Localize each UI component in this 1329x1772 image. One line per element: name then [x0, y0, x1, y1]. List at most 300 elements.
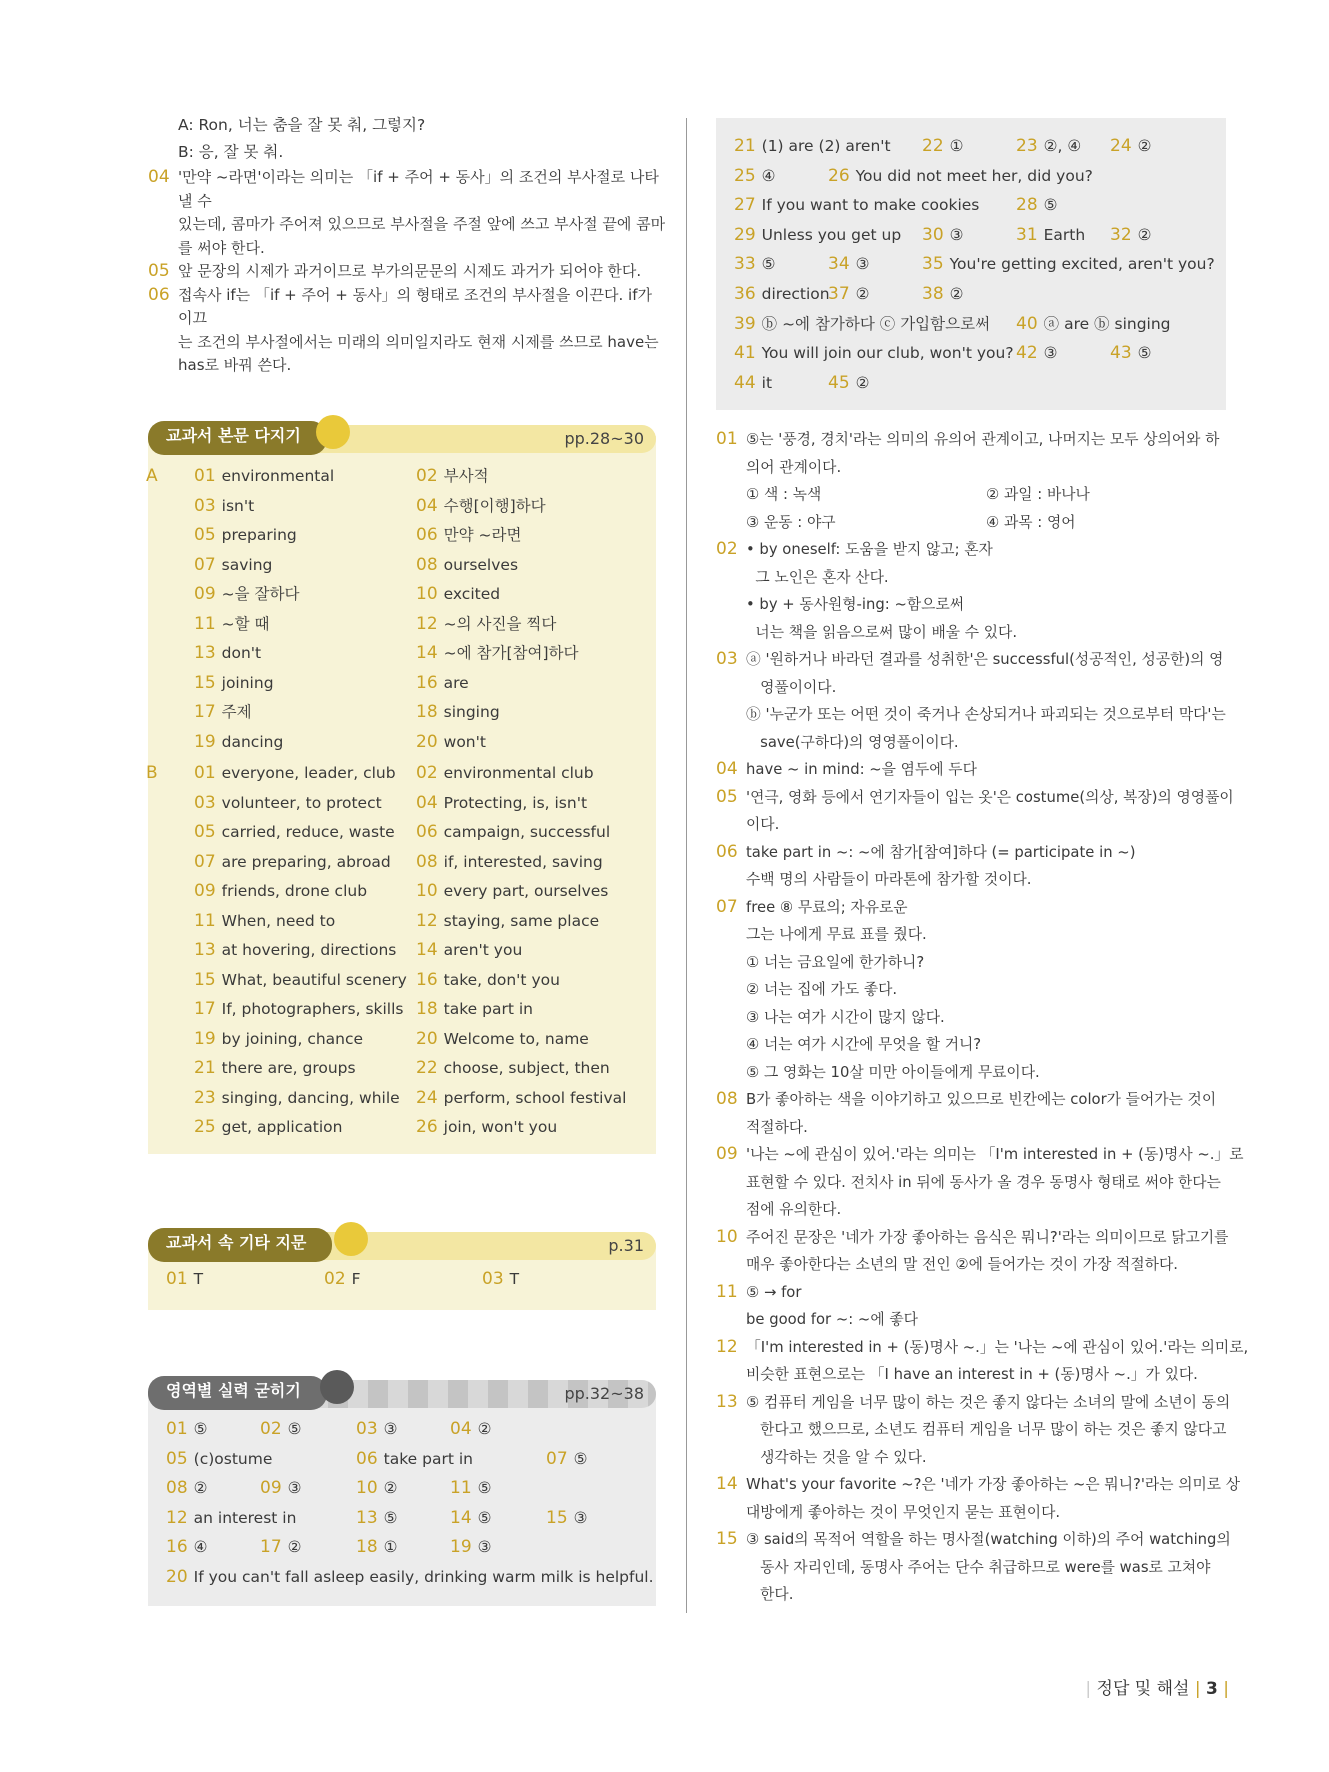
answer-number: 17	[194, 702, 216, 722]
answer-text: ⑤	[1137, 344, 1152, 363]
answer-number: 10	[416, 881, 438, 901]
answer-item	[1110, 221, 1152, 251]
answer-text: aren't you	[443, 941, 523, 959]
answers-list	[734, 132, 1224, 398]
answer-text: an interest in	[193, 1508, 297, 1527]
answer-number: 01	[194, 763, 216, 783]
answer-item	[166, 1445, 272, 1475]
left-explanation-item	[148, 166, 668, 260]
explanation-item	[716, 1224, 1229, 1279]
explanation-line: ③ 나는 여가 시간이 많지 않다.	[746, 1008, 945, 1026]
answer-text: ⑤	[193, 1420, 208, 1438]
answer-text: ②	[949, 284, 964, 303]
explanation-line: ② 너는 집에 가도 좋다.	[746, 981, 898, 998]
explanation-line: 한다.	[746, 1586, 794, 1603]
answer-text: singing	[443, 703, 500, 721]
answer-row	[146, 462, 648, 492]
answer-number: 03	[194, 792, 216, 813]
answer-text: ③	[383, 1420, 398, 1438]
explanation-item	[716, 1526, 1231, 1609]
explanation-line: 생각하는 것을 알 수 있다.	[746, 1448, 927, 1466]
answer-text: ②	[383, 1479, 398, 1497]
answer-text: ⑤	[477, 1508, 492, 1527]
section2-pages: p.31	[608, 1236, 644, 1255]
explanation-line: B가 좋아하는 색을 이야기하고 있으므로 빈칸에는 color가 들어가는 것이	[746, 1091, 1217, 1108]
answer-text: ②	[1137, 225, 1152, 244]
answer-row	[146, 759, 648, 789]
explanation-line: ③ said의 목적어 역할을 하는 명사절(watching 이하)의 주어 watching의	[746, 1531, 1231, 1548]
answer-item	[416, 698, 500, 728]
explanation-grid-row	[746, 481, 1226, 509]
explanations-list	[716, 426, 1249, 1609]
answer-row	[734, 162, 1224, 192]
explanation-line: 매우 좋아한다는 소년의 말 전인 ②에 들어가는 것이 가장 적절하다.	[746, 1256, 1178, 1273]
answer-text: isn't	[221, 496, 255, 515]
answer-item	[356, 1415, 398, 1445]
explanation-line: ① 너는 금요일에 한가하니?	[746, 953, 925, 971]
answer-text: everyone, leader, club	[221, 764, 396, 782]
left-explanations	[148, 166, 668, 378]
answer-text: ~에 참가[참여]하다	[443, 644, 579, 662]
explanation-number: 07	[716, 896, 738, 917]
answer-text: F	[351, 1270, 361, 1288]
answer-text: 만약 ~라면	[443, 526, 522, 544]
answer-item	[734, 310, 990, 340]
explanation-number: 06	[716, 841, 738, 862]
answer-number: 05	[194, 525, 216, 545]
answer-number: 19	[194, 731, 216, 752]
answer-text: ⑤	[287, 1420, 302, 1438]
answer-number: 45	[828, 372, 850, 393]
explanation-line: ⓑ '누군가 또는 어떤 것이 죽거나 손상되거나 파괴되는 것으로부터 막다'는	[746, 706, 1226, 723]
answer-number: 08	[166, 1478, 188, 1498]
answer-row	[734, 280, 1224, 310]
answer-row	[168, 848, 648, 878]
explanation-number: 02	[716, 539, 738, 559]
answer-item	[546, 1504, 588, 1534]
section1-title-tab	[148, 421, 327, 455]
answer-text: ④	[193, 1538, 208, 1556]
answer-text: ③	[477, 1538, 492, 1556]
answer-number: 11	[450, 1478, 472, 1498]
answer-item	[416, 639, 578, 669]
answer-number: 13	[194, 643, 216, 663]
answer-item	[324, 1266, 361, 1293]
answer-text: (c)ostume	[193, 1449, 273, 1468]
explanation-number: 11	[716, 1281, 738, 1302]
answer-text: ③	[573, 1508, 588, 1527]
answer-number: 41	[734, 343, 756, 364]
answer-text: campaign, successful	[443, 823, 611, 841]
answer-row	[734, 250, 1224, 280]
answer-item	[194, 1054, 356, 1084]
explanation-line: 너는 책을 읽음으로써 많이 배울 수 있다.	[746, 623, 1018, 641]
answer-text: ⑤	[477, 1479, 492, 1497]
explanation-line: ④ 너는 여가 시간에 무엇을 할 거니?	[746, 1036, 982, 1053]
answer-item	[166, 1563, 654, 1593]
answer-number: 11	[194, 613, 216, 634]
explanation-line: '연극, 영화 등에서 연기자들이 입는 옷'은 costume(의상, 복장)의 영영풀이	[746, 788, 1234, 806]
answer-item	[194, 698, 252, 728]
answer-item	[166, 1474, 208, 1504]
answer-item	[194, 521, 297, 551]
explanation-item	[716, 1279, 1226, 1334]
answer-item	[194, 877, 367, 907]
answer-row	[168, 936, 648, 966]
answer-item	[416, 877, 608, 907]
item-number: 06	[148, 284, 170, 305]
answer-item	[416, 610, 556, 640]
answer-number: 33	[734, 254, 756, 275]
explanation-line: 이다.	[746, 816, 780, 833]
answer-number: 06	[416, 525, 438, 545]
answer-item	[416, 669, 469, 699]
answer-row	[168, 521, 648, 551]
answer-item	[416, 1054, 610, 1084]
answer-item	[416, 848, 603, 878]
answer-row	[734, 339, 1224, 369]
answer-text: 부사적	[443, 467, 489, 485]
answer-number: 29	[734, 224, 756, 245]
answer-row	[168, 639, 648, 669]
answer-item	[166, 1415, 208, 1445]
answer-row	[166, 1563, 654, 1593]
answer-number: 19	[450, 1537, 472, 1557]
answer-text: every part, ourselves	[443, 882, 609, 900]
answer-row	[166, 1533, 646, 1563]
explanation-line: 점에 유의한다.	[746, 1201, 842, 1218]
answer-text: joining	[221, 673, 274, 692]
answer-number: 20	[416, 731, 438, 752]
answer-row	[734, 191, 1224, 221]
answer-text: friends, drone club	[221, 882, 368, 900]
answer-text: choose, subject, then	[443, 1059, 610, 1077]
answer-row	[168, 669, 648, 699]
explanation-line: 표현할 수 있다. 전치사 in 뒤에 동사가 올 경우 동명사 형태로 써야 한다는	[746, 1173, 1221, 1191]
answer-number: 22	[922, 136, 944, 156]
answer-number: 02	[416, 466, 438, 486]
answer-text: ①	[949, 137, 964, 155]
answer-text: ~을 잘하다	[221, 585, 300, 603]
answer-row	[168, 580, 648, 610]
left-explanation-item	[148, 284, 668, 378]
explanation-item	[716, 536, 1226, 646]
answer-item	[450, 1504, 492, 1534]
answer-item	[194, 966, 407, 996]
explanation-grid-cell: ④ 과목 : 영어	[986, 513, 1076, 531]
answer-item	[194, 1084, 400, 1114]
answer-text: Welcome to, name	[443, 1029, 589, 1048]
item-line: 를 써야 한다.	[178, 238, 265, 257]
answer-item	[194, 492, 254, 522]
answer-text: ~의 사진을 찍다	[443, 614, 557, 633]
answer-item	[416, 580, 500, 610]
answer-number: 21	[194, 1058, 216, 1078]
answer-text: ④	[761, 166, 776, 185]
answer-number: 23	[1016, 136, 1038, 156]
answer-item	[166, 1533, 208, 1563]
explanation-number: 08	[716, 1089, 738, 1109]
answer-text: perform, school festival	[443, 1088, 627, 1107]
answer-item	[416, 521, 521, 551]
answer-item	[194, 789, 382, 819]
answer-item	[416, 995, 533, 1025]
explanation-item	[716, 646, 1226, 756]
section-label: B	[146, 763, 158, 783]
answer-text: join, won't you	[443, 1118, 558, 1136]
answer-text: T	[509, 1270, 520, 1288]
item-line: '만약 ~라면'이라는 의미는 「if + 주어 + 동사」의 조건의 부사절로 나타낼 수	[178, 168, 659, 210]
section3-title-dot	[320, 1370, 354, 1404]
answer-text: ~할 때	[221, 614, 270, 633]
explanation-grid-cell: ② 과일 : 바나나	[986, 486, 1090, 503]
answer-number: 01	[166, 1269, 188, 1289]
answer-text: excited	[443, 585, 501, 603]
answer-number: 27	[734, 195, 756, 216]
answer-number: 08	[416, 851, 438, 872]
answer-number: 15	[194, 672, 216, 693]
answer-item	[194, 907, 335, 937]
answer-item	[260, 1533, 302, 1563]
answer-item	[734, 132, 891, 162]
answer-number: 01	[194, 466, 216, 486]
answer-item	[416, 789, 587, 819]
column-divider	[686, 118, 687, 1613]
answer-row	[168, 1054, 648, 1084]
answer-number: 07	[194, 554, 216, 575]
explanation-number: 13	[716, 1391, 738, 1412]
explanation-item	[716, 1086, 1226, 1141]
answer-number: 22	[416, 1058, 438, 1078]
answer-item	[1016, 221, 1085, 251]
answer-item	[416, 966, 560, 996]
answer-number: 24	[1110, 136, 1132, 156]
answer-item	[356, 1474, 398, 1504]
answer-item	[416, 936, 522, 966]
answer-text: ③	[287, 1479, 302, 1497]
section2-title-tab	[148, 1228, 332, 1262]
answer-text: dancing	[221, 732, 284, 751]
explanation-item	[716, 1389, 1231, 1472]
explanation-number: 04	[716, 759, 738, 779]
answer-number: 18	[416, 999, 438, 1019]
answer-text: ourselves	[443, 555, 519, 574]
answer-number: 16	[416, 672, 438, 693]
answer-number: 08	[416, 554, 438, 575]
explanation-line: 비슷한 표현으로는 「I have an interest in + (동)명사 ~.」가 있다.	[746, 1366, 1198, 1383]
answer-item	[166, 1504, 296, 1534]
explanation-line: save(구하다)의 영영풀이이다.	[746, 733, 959, 751]
answer-text: it	[761, 373, 773, 392]
answer-item	[416, 818, 610, 848]
answer-text: ⑤	[1043, 196, 1058, 215]
explanation-number: 14	[716, 1474, 738, 1494]
left-intro	[178, 112, 698, 166]
answer-text: ②	[855, 373, 870, 392]
answer-number: 07	[194, 851, 216, 872]
answer-item	[194, 728, 283, 758]
explanation-number: 01	[716, 429, 738, 449]
answer-number: 15	[546, 1507, 568, 1528]
answer-row	[166, 1445, 646, 1475]
answer-text: ②	[287, 1538, 302, 1556]
answer-item	[356, 1445, 473, 1475]
answer-text: don't	[221, 644, 262, 662]
section3-title-tab	[148, 1376, 327, 1410]
answer-text: Earth	[1043, 225, 1086, 244]
section1-title: 교과서 본문 다지기	[166, 426, 301, 445]
answer-number: 25	[194, 1117, 216, 1137]
explanation-item	[716, 756, 1226, 784]
answer-item	[734, 369, 772, 399]
answer-text: by joining, chance	[221, 1029, 364, 1048]
explanation-line: ⑤는 '풍경, 경치'라는 의미의 유의어 관계이고, 나머지는 모두 상의어와 하	[746, 431, 1220, 448]
answer-text: ②	[855, 284, 870, 303]
explanation-line: 수백 명의 사람들이 마라톤에 참가할 것이다.	[746, 871, 1032, 888]
answer-text: are preparing, abroad	[221, 852, 391, 871]
answer-text: ③	[1043, 344, 1058, 363]
answer-text: staying, same place	[443, 911, 600, 930]
answer-text: are	[443, 673, 469, 692]
answer-text: if, interested, saving	[443, 852, 603, 871]
answer-item	[194, 669, 274, 699]
answer-item	[194, 818, 395, 848]
answer-row	[168, 1113, 648, 1143]
explanation-line: • by + 동사원형-ing: ~함으로써	[746, 596, 965, 613]
answer-number: 23	[194, 1087, 216, 1108]
answer-item	[194, 610, 270, 640]
answer-item	[416, 1113, 557, 1143]
answer-row	[168, 789, 648, 819]
answer-row	[168, 966, 648, 996]
answer-item	[922, 250, 1215, 280]
answer-text: ⓑ ~에 참가하다 ⓒ 가입함으로써	[761, 314, 991, 333]
answer-item	[194, 639, 261, 669]
answer-number: 10	[356, 1478, 378, 1498]
answer-text: Protecting, is, isn't	[443, 793, 588, 812]
answer-item	[194, 462, 334, 492]
answer-number: 26	[828, 165, 850, 186]
answer-number: 09	[194, 881, 216, 901]
explanation-item	[716, 784, 1234, 839]
section1-banner	[148, 425, 656, 453]
answer-number: 09	[194, 584, 216, 604]
answer-number: 10	[416, 584, 438, 604]
explanation-item	[716, 1334, 1249, 1389]
answer-text: When, need to	[221, 911, 336, 930]
answer-number: 34	[828, 254, 850, 275]
answer-number: 05	[166, 1448, 188, 1469]
explanation-line: free ⑧ 무료의; 자유로운	[746, 898, 908, 916]
answer-number: 06	[416, 822, 438, 842]
answer-text: preparing	[221, 526, 297, 544]
answer-text: environmental club	[443, 764, 594, 782]
answer-text: singing, dancing, while	[221, 1088, 400, 1107]
page-footer: | 정답 및 해설 | 3 |	[1085, 1679, 1229, 1699]
answer-item	[828, 369, 870, 399]
answer-number: 04	[416, 792, 438, 813]
item-line: 앞 문장의 시제가 과거이므로 부가의문문의 시제도 과거가 되어야 한다.	[178, 262, 642, 280]
answer-item	[194, 1025, 363, 1055]
answer-text: ③	[949, 225, 964, 244]
answer-row	[166, 1504, 646, 1534]
answer-text: carried, reduce, waste	[221, 823, 395, 841]
answer-number: 19	[194, 1028, 216, 1049]
answer-item	[194, 936, 396, 966]
answer-item	[734, 339, 1014, 369]
answer-row	[168, 610, 648, 640]
answer-item	[194, 848, 391, 878]
explanation-number: 05	[716, 786, 738, 807]
answer-item	[416, 907, 599, 937]
explanation-item	[716, 426, 1226, 536]
answer-row	[168, 995, 648, 1025]
answer-item	[734, 162, 776, 192]
answer-text: take, don't you	[443, 970, 560, 989]
answer-item	[922, 280, 964, 310]
footer-label: 정답 및 해설	[1096, 1679, 1190, 1699]
answer-number: 39	[734, 313, 756, 334]
explanation-line: have ~ in mind: ~을 염두에 두다	[746, 761, 977, 778]
section3-title: 영역별 실력 굳히기	[166, 1381, 301, 1400]
explanation-line: ⑤ → for	[746, 1283, 802, 1301]
explanation-line: 영풀이이다.	[746, 678, 837, 696]
answer-number: 12	[416, 910, 438, 931]
answer-number: 24	[416, 1087, 438, 1108]
explanation-line: ⓐ '원하거나 바라던 결과를 성취한'은 successful(성공적인, 성공한)의 영	[746, 651, 1224, 668]
answer-number: 03	[356, 1419, 378, 1439]
section3-answers	[166, 1415, 654, 1592]
answer-number: 40	[1016, 313, 1038, 334]
answer-number: 37	[828, 283, 850, 304]
answer-item	[1016, 132, 1081, 162]
explanation-line: 의어 관계이다.	[746, 458, 842, 476]
explanation-item	[716, 894, 1226, 1087]
answer-number: 35	[922, 254, 944, 275]
answer-number: 18	[416, 702, 438, 722]
answer-text: 주제	[221, 703, 252, 721]
answer-number: 21	[734, 136, 756, 156]
explanation-line: ⑤ 컴퓨터 게임을 너무 많이 하는 것은 좋지 않다는 소녀의 말에 소년이 동의	[746, 1393, 1231, 1411]
answer-text: get, application	[221, 1118, 343, 1136]
explanation-line: take part in ~: ~에 참가[참여]하다 (= participate in ~)	[746, 843, 1136, 861]
item-number: 05	[148, 261, 170, 281]
item-line: 는 조건의 부사절에서는 미래의 의미일지라도 현재 시제를 쓰므로 have는	[178, 332, 659, 351]
answer-row	[166, 1474, 646, 1504]
explanation-number: 15	[716, 1529, 738, 1549]
answer-row	[168, 551, 648, 581]
section1-title-dot	[316, 415, 350, 449]
answer-row	[734, 369, 1224, 399]
answer-text: volunteer, to protect	[221, 793, 382, 812]
answer-item	[734, 221, 901, 251]
answer-text: If, photographers, skills	[221, 1000, 404, 1018]
answer-number: 20	[416, 1028, 438, 1049]
item-line: 접속사 if는 「if + 주어 + 동사」의 형태로 조건의 부사절을 이끈다. if가 이끄	[178, 285, 652, 327]
answer-item	[450, 1474, 492, 1504]
answer-item	[828, 162, 1093, 192]
answer-item	[450, 1533, 492, 1563]
answer-text: at hovering, directions	[221, 941, 397, 959]
answer-item	[416, 759, 594, 789]
answer-text: ⓐ are ⓑ singing	[1043, 314, 1171, 333]
answer-number: 06	[356, 1448, 378, 1469]
answer-number: 14	[416, 643, 438, 663]
section2-banner	[148, 1232, 656, 1260]
answer-number: 03	[194, 495, 216, 516]
answer-number: 07	[546, 1448, 568, 1469]
page-number: 3	[1206, 1679, 1218, 1699]
